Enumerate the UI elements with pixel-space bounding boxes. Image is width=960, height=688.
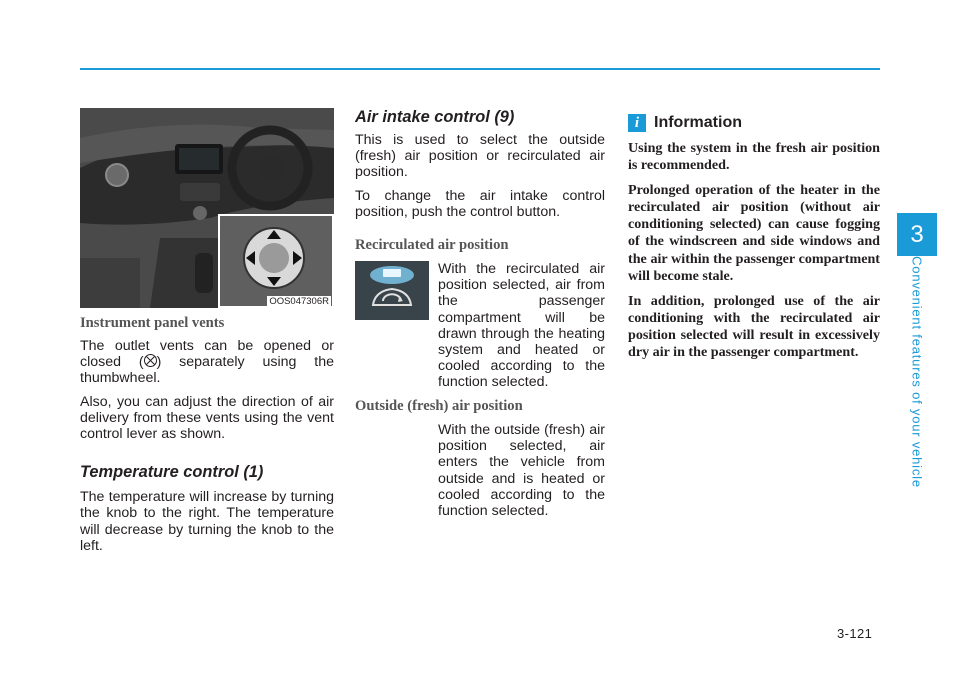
recirculated-paragraph: With the recirculated air position selected, air from the passenger compartment will be drawn through the heating system and heated or cooled according to the function selected. xyxy=(438,261,605,391)
vents-heading: Instrument panel vents xyxy=(80,315,225,331)
air-intake-paragraph-2: To change the air intake control position, push the control button. xyxy=(355,187,605,220)
temperature-heading: Temperature control (1) xyxy=(80,463,264,482)
vents-paragraph-2: Also, you can adjust the direction of air delivery from these vents using the vent control lever as shown. xyxy=(80,393,334,443)
information-paragraph-1: Using the system in the fresh air position is recommended. xyxy=(628,140,880,174)
header-rule xyxy=(80,68,880,70)
column-right xyxy=(628,114,880,361)
recirculated-button-image xyxy=(355,261,429,320)
vent-closed-icon xyxy=(144,354,157,367)
information-paragraph-3: In addition, prolonged use of the air conditioning with the recirculated air position selected will result in excessively dry air in the passenger compartment. xyxy=(628,292,880,361)
vents-paragraph-1 xyxy=(80,338,334,387)
recirculated-heading: Recirculated air position xyxy=(355,237,509,254)
chapter-title: Convenient features of your vehicle xyxy=(909,256,925,488)
info-icon: i xyxy=(628,114,646,132)
information-body xyxy=(628,140,880,361)
fresh-air-paragraph: With the outside (fresh) air position selected, air enters the vehicle from outside and is heated or cooled according to the function selected. xyxy=(438,422,605,520)
photo-caption: OOS047306R xyxy=(269,296,329,307)
air-intake-paragraph-1: This is used to select the outside (fresh) air position or recirculated air position. xyxy=(355,132,605,181)
temperature-paragraph: The temperature will increase by turning the knob to the right. The temperature will decrease by turning the knob to the left. xyxy=(80,489,334,554)
recirculated-air-icon xyxy=(355,261,429,320)
vents-text-b: ) separately using the thumbwheel. xyxy=(80,354,334,387)
information-paragraph-2: Prolonged operation of the heater in the recirculated air position (without air conditioning selected) can cause fogging of the windscreen and side windows and the air within the passenger compartment will become stale. xyxy=(628,182,880,284)
dashboard-illustration xyxy=(80,108,334,308)
fresh-air-heading: Outside (fresh) air position xyxy=(355,398,523,415)
column-middle xyxy=(355,108,605,519)
recirculated-block xyxy=(355,261,605,391)
dashboard-photo xyxy=(80,108,334,308)
column-left xyxy=(80,108,334,554)
vents-text-a: The outlet vents can be opened or closed ( xyxy=(80,338,334,371)
page-number: 3-121 xyxy=(837,626,873,641)
chapter-tab: 3 xyxy=(897,213,937,256)
information-header xyxy=(628,114,880,132)
air-intake-heading: Air intake control (9) xyxy=(355,108,515,126)
information-title: Information xyxy=(654,114,742,131)
